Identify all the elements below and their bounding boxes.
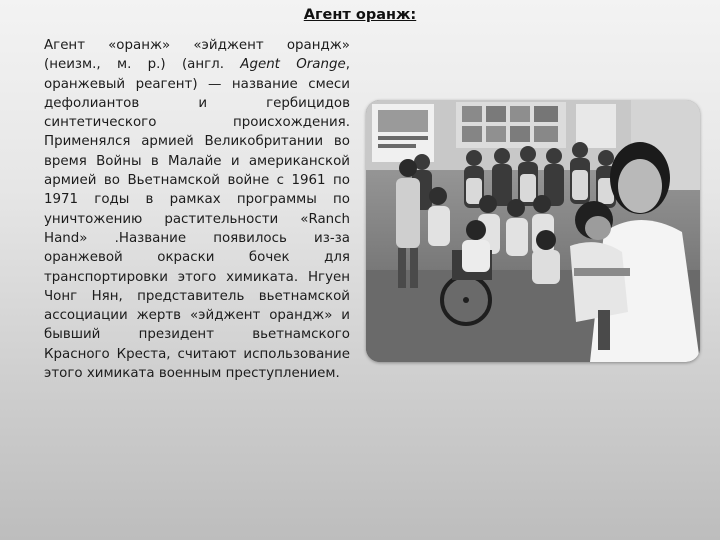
body-text [44, 36, 350, 383]
body-text-part-2: , оранжевый реагент) — название смеси дефолиантов и гербицидов синтетического происхождения. Применялся армией Великобритании во время Войны в Малайе и американской армией во Вьетнамской войне с 1961 по 1971 годы в рамках программы по уничтожению растительности «Ranch Hand» .Название появилось из-за оранжевой окраски бочек для транспортировки этого химиката. Нгуен Чонг Нян, представитель вьетнамской ассоциации жертв «эйджент орандж» и бывший президент вьетнамского Красного Креста, считают использование этого химиката военным преступлением. [44, 57, 350, 382]
body-text-part-1: Агент «оранж» «эйджент орандж» (неизм., м. р.) (англ. [44, 38, 350, 73]
body-text-english-term: Agent Orange [240, 57, 346, 73]
group-photo-image [366, 100, 700, 362]
group-photo [366, 100, 700, 362]
slide-title: Агент оранж: [303, 7, 417, 23]
